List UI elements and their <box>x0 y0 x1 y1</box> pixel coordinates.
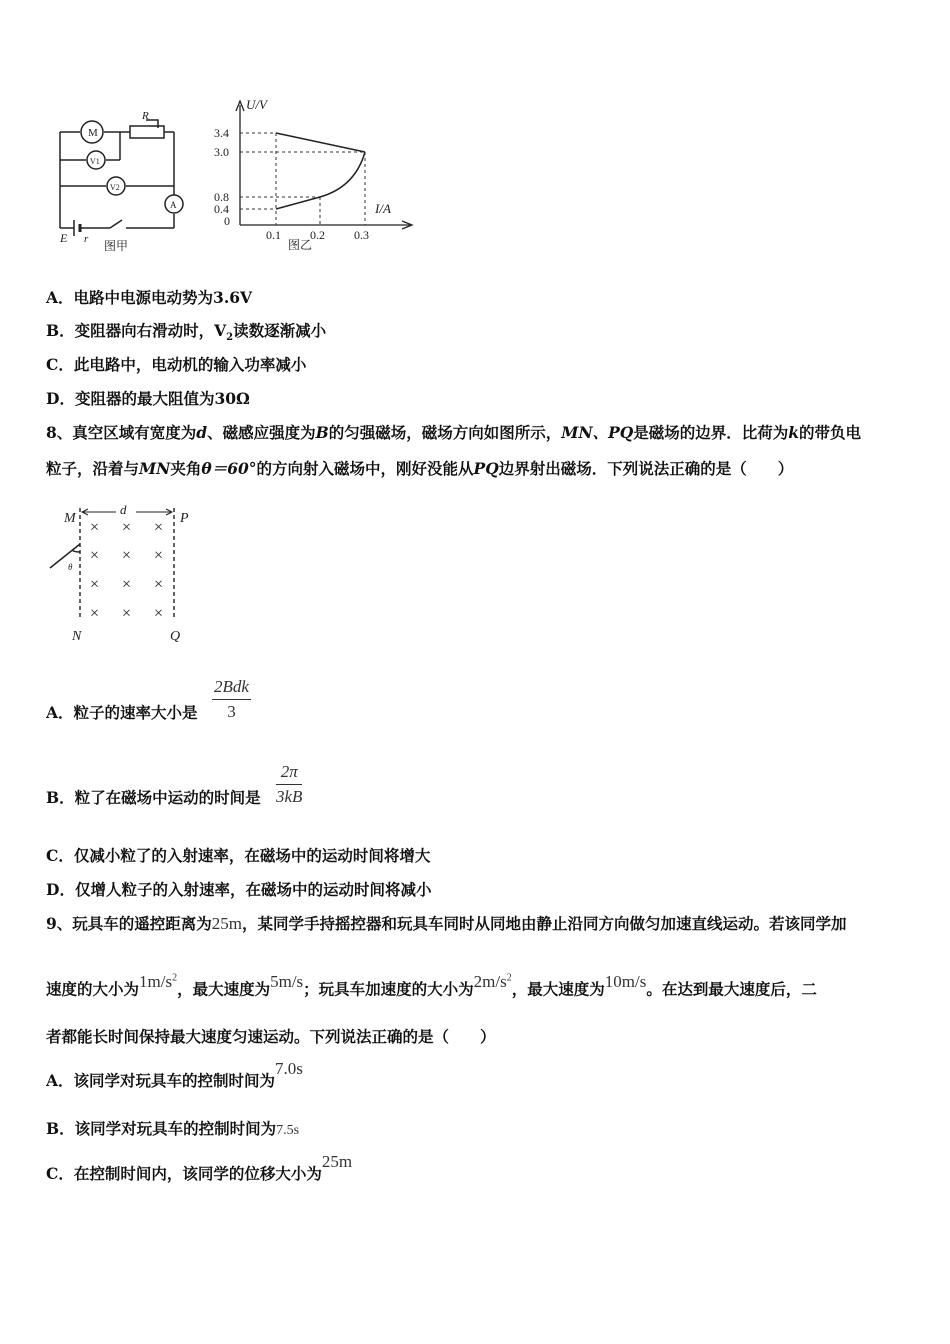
cross: × <box>122 605 132 622</box>
stem-text: 。在达到最大速度后，二 <box>646 979 817 999</box>
option-text: 粒了在磁场中运动的时间是 <box>74 788 261 807</box>
y-tick-0-8: 0.8 <box>214 190 229 204</box>
numerator: 2Bdk <box>214 677 249 696</box>
stem-text: 的方向射入磁场中，刚好没能从 <box>256 459 474 478</box>
cross: × <box>154 605 164 622</box>
cross: × <box>122 519 132 536</box>
cross: × <box>90 519 100 536</box>
var-pq: PQ <box>473 459 499 478</box>
option-text: 粒子的速率大小是 <box>73 703 198 722</box>
option-text: 该同学对玩具车的控制时间为 <box>74 1119 277 1138</box>
var-theta: θ＝60° <box>201 459 257 478</box>
stem-text: 8、真空区域有宽度为 <box>46 423 197 442</box>
numerator: 2π <box>280 762 298 781</box>
var-d: d <box>196 423 208 442</box>
denominator: 3 <box>227 702 236 721</box>
stem-text: 的匀强磁场，磁场方向如图所示， <box>328 423 562 442</box>
option-letter: B． <box>46 1119 75 1138</box>
option-text: 在控制时间内，该同学的位移大小为 <box>73 1164 322 1183</box>
magnetic-field-diagram <box>44 500 204 648</box>
stem-text: 9、玩具车的遥控距离为 <box>46 914 212 933</box>
option-letter: A． <box>46 288 74 307</box>
q7-option-d <box>46 389 250 409</box>
label-m: M <box>64 511 76 526</box>
value-accel-student: 1m/s <box>139 971 173 991</box>
var-mn-pq: MN、PQ <box>561 423 634 442</box>
option-letter: C． <box>46 846 74 865</box>
option-letter: D． <box>46 389 75 408</box>
stem-text: 边界射出磁场．下列说法正确的是（ ） <box>498 459 794 478</box>
value-vmax-car: 10m/s <box>604 971 647 991</box>
stem-text: 、磁感应强度为 <box>207 423 316 442</box>
v2-curve <box>276 152 365 209</box>
y-tick-3-4: 3.4 <box>214 126 229 140</box>
superscript: 2 <box>506 972 512 983</box>
option-text: 变阻器向右滑动时，V <box>74 321 227 340</box>
y-tick-0-4: 0.4 <box>214 202 229 216</box>
q8-option-d <box>46 880 431 900</box>
label-p: P <box>180 511 189 526</box>
particle-path <box>50 544 80 568</box>
q8-option-b <box>46 788 261 808</box>
circuit-diagram <box>48 110 188 255</box>
circuit-caption: 图甲 <box>104 239 129 253</box>
field-crosses <box>90 519 163 622</box>
cross: × <box>154 576 164 593</box>
label-n: N <box>72 629 82 644</box>
cross: × <box>90 576 100 593</box>
stem-text: ；玩具车加速度的大小为 <box>303 979 474 999</box>
option-letter: C． <box>46 1164 74 1183</box>
option-text: 电路中电源电动势为3.6V <box>73 288 253 307</box>
fraction-time <box>276 762 302 807</box>
cross: × <box>90 547 100 564</box>
fraction-speed <box>212 677 251 722</box>
q9-stem-line2 <box>46 971 817 1000</box>
v1-label: V1 <box>90 157 100 166</box>
option-text: 仅减小粒了的入射速率，在磁场中的运动时间将增大 <box>73 846 431 865</box>
value-7-0s: 7.0s <box>275 1059 303 1078</box>
x-tick-0-3: 0.3 <box>354 228 369 242</box>
q7-option-b <box>46 321 326 348</box>
q9-option-b <box>46 1119 299 1141</box>
value-accel-car: 2m/s <box>473 971 507 991</box>
stem-text: 者都能长时间保持最大速度匀速运动。下列说法正确的是（ ） <box>46 1027 496 1046</box>
q8-stem-line1 <box>46 423 861 443</box>
var-b: B <box>315 423 329 442</box>
option-letter: A． <box>46 703 74 722</box>
var-mn: MN <box>139 459 171 478</box>
q7-option-a <box>46 288 252 308</box>
q8-option-c <box>46 846 430 866</box>
option-letter: B． <box>46 321 75 340</box>
option-text: 读数逐渐减小 <box>233 321 327 340</box>
stem-text: 是磁场的边界．比荷为 <box>633 423 789 442</box>
label-theta: θ <box>68 562 73 572</box>
denominator: 3kB <box>276 787 303 806</box>
stem-text: 粒子，沿着与 <box>46 459 140 478</box>
motor-label: M <box>88 127 98 139</box>
subscript: 2 <box>226 332 234 344</box>
x-tick-0-1: 0.1 <box>266 228 281 242</box>
x-tick-0-2: 0.2 <box>310 228 325 242</box>
resistor-label: R <box>142 110 149 122</box>
q9-option-c <box>46 1152 353 1184</box>
cross: × <box>154 519 164 536</box>
q9-option-a <box>46 1059 303 1091</box>
resistor-symbol <box>130 126 164 138</box>
label-d: d <box>120 502 127 517</box>
q8-option-a <box>46 703 198 723</box>
x-axis-label: I/A <box>375 201 391 216</box>
label-q: Q <box>170 629 181 644</box>
cross: × <box>154 547 164 564</box>
option-letter: D． <box>46 880 75 899</box>
internal-resistance-label: r <box>84 233 89 245</box>
y-axis-label: U/V <box>246 97 267 112</box>
ui-graph <box>210 95 415 255</box>
ammeter-label: A <box>170 200 177 210</box>
v1-curve <box>276 133 365 152</box>
y-tick-3-0: 3.0 <box>214 145 229 159</box>
superscript: 2 <box>172 972 178 983</box>
option-text: 此电路中，电动机的输入功率减小 <box>73 355 307 374</box>
option-text: 仅增人粒子的入射速率，在磁场中的运动时间将减小 <box>74 880 432 899</box>
option-text: 该同学对玩具车的控制时间为 <box>73 1071 276 1090</box>
cross: × <box>90 605 100 622</box>
cross: × <box>122 547 132 564</box>
emf-label: E <box>60 231 68 245</box>
option-letter: A． <box>46 1071 74 1090</box>
value-7-5s: 7.5s <box>276 1123 300 1138</box>
q9-stem-line3 <box>46 1027 496 1047</box>
y-tick-0: 0 <box>224 214 230 228</box>
stem-text: 速度的大小为 <box>46 979 140 999</box>
option-letter: C． <box>46 355 74 374</box>
value-25m: 25m <box>321 1152 353 1171</box>
option-letter: B． <box>46 788 75 807</box>
stem-text: ，最大速度为 <box>511 979 605 999</box>
graph-caption: 图乙 <box>288 238 313 252</box>
q8-stem-line2 <box>46 459 793 479</box>
stem-text: ，某同学手持摇控器和玩具车同时从同地由静止沿同方向做匀加速直线运动。若该同学加 <box>242 914 847 933</box>
stem-text: 的带负电 <box>799 423 862 442</box>
var-k: k <box>788 423 800 442</box>
stem-text: 夹角 <box>170 459 202 478</box>
q7-option-c <box>46 355 306 375</box>
v2-label: V2 <box>110 183 120 192</box>
cross: × <box>122 576 132 593</box>
value-vmax-student: 5m/s <box>270 971 304 991</box>
stem-text: ，最大速度为 <box>177 979 271 999</box>
option-text: 变阻器的最大阻值为30Ω <box>74 389 250 408</box>
q9-stem-line1 <box>46 914 847 934</box>
value-25m: 25m <box>211 914 243 933</box>
